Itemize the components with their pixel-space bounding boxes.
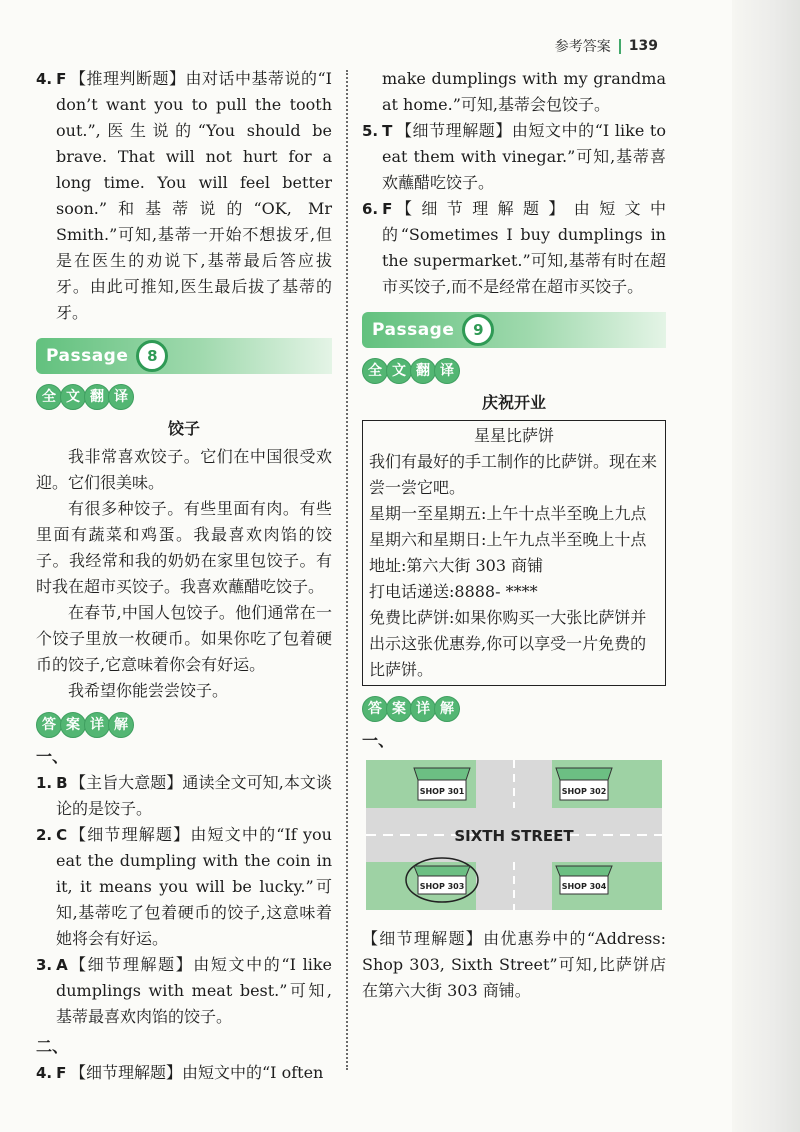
street-label: SIXTH STREET xyxy=(454,827,574,845)
coupon-line: 地址:第六大街 303 商铺 xyxy=(369,556,544,575)
svg-text:SHOP 302: SHOP 302 xyxy=(561,787,607,796)
paragraph: 有很多种饺子。有些里面有肉。有些里面有蔬菜和鸡蛋。我最喜欢肉馅的饺子。我经常和我的奶奶在家里包饺子。有时我在超市买饺子。我喜欢蘸醋吃饺子。 xyxy=(36,499,332,596)
answer-continuation: make dumplings with my grandma at home.”可知,基蒂会包饺子。 xyxy=(382,69,666,114)
shop-301 xyxy=(414,768,470,800)
svg-text:SHOP 303: SHOP 303 xyxy=(419,882,465,891)
part-heading: 二、 xyxy=(36,1037,69,1056)
part-heading: 一、 xyxy=(362,731,395,750)
passage-number: 8 xyxy=(136,340,168,372)
street-map xyxy=(366,760,666,918)
answer-item: 3. A 【细节理解题】由短文中的“I like dumplings with meat best.”可知,基蒂最喜欢肉馅的饺子。 xyxy=(36,955,332,1026)
coupon-box xyxy=(362,420,666,686)
page-edge xyxy=(732,0,800,1132)
answer-item: 6. F 【细节理解题】由短文中的“Sometimes I buy dumplings in the supermarket.”可知,基蒂有时在超市买饺子,而不是经常在超市买饺子。 xyxy=(362,199,666,296)
coupon-line: 星期六和星期日:上午九点半至晚上十点 xyxy=(369,530,647,549)
section-title: 参考答案 xyxy=(554,39,611,55)
svg-text:SHOP 301: SHOP 301 xyxy=(419,787,465,796)
coupon-line: 打电话递送:8888- **** xyxy=(369,582,538,601)
answer-item: 2. C 【细节理解题】由短文中的“If you eat the dumpling with the coin in it, it means you will be lucky.”可知,基蒂吃了包着硬币的饺子,这意味着她将会有好运。 xyxy=(36,825,332,948)
paragraph: 我希望你能尝尝饺子。 xyxy=(68,681,229,700)
street-map-figure xyxy=(366,760,662,910)
answer-item: 5. T 【细节理解题】由短文中的“I like to eat them with vinegar.”可知,基蒂喜欢蘸醋吃饺子。 xyxy=(362,121,666,192)
answer-item: 4. F 【细节理解题】由短文中的“I often xyxy=(36,1063,324,1082)
paragraph: 我非常喜欢饺子。它们在中国很受欢迎。它们很美味。 xyxy=(36,447,332,492)
passage-banner xyxy=(362,312,666,348)
svg-text:SHOP 304: SHOP 304 xyxy=(561,882,607,891)
passage-number: 9 xyxy=(462,314,494,346)
translation-label: 全 文 翻 译 xyxy=(36,384,332,410)
answer-label: 答 案 详 解 xyxy=(362,696,666,722)
translation-label: 全 文 翻 译 xyxy=(362,358,666,384)
header-divider xyxy=(619,39,621,54)
page-header xyxy=(555,36,658,56)
coupon-title: 星星比萨饼 xyxy=(473,426,554,445)
passage-label: Passage xyxy=(372,320,455,340)
passage-title: 庆祝开业 xyxy=(481,393,546,412)
right-column xyxy=(362,66,666,1004)
passage-label: Passage xyxy=(46,346,129,366)
coupon-line: 免费比萨饼:如果你购买一大张比萨饼并出示这张优惠券,你可以享受一片免费的比萨饼。 xyxy=(369,608,647,679)
column-divider xyxy=(346,70,348,1070)
coupon-line: 我们有最好的手工制作的比萨饼。现在来尝一尝它吧。 xyxy=(369,452,658,497)
answer-label: 答 案 详 解 xyxy=(36,712,332,738)
answer-item: 1. B 【主旨大意题】通读全文可知,本文谈论的是饺子。 xyxy=(36,773,332,818)
coupon-line: 星期一至星期五:上午十点半至晚上九点 xyxy=(369,504,647,523)
shop-302 xyxy=(556,768,612,800)
answer-text: 【推理判断题】由对话中基蒂说的“I don’t want you to pull the tooth out.”,医生说的“You should be brave. That will not hurt for a long time. You will feel better soon.”和基蒂说的“OK, Mr Smith.”可知,基蒂一开始不想拔牙,但是在医生的劝说下,基蒂最后答应拔牙。由此可推知,医生最后拔了基蒂的牙。 xyxy=(56,69,332,322)
answer-item: 4. F 【推理判断题】由对话中基蒂说的“I don’t want you to pull the tooth out.”,医生说的“You should be brave. That will not hurt for a long time. You will feel better soon.”和基蒂说的“OK, Mr Smith.”可知,基蒂一开始不想拔牙,但是在医生的劝说下,基蒂最后答应拔牙。由此可推知,医生最后拔了基蒂的牙。 xyxy=(36,69,332,322)
passage-banner xyxy=(36,338,332,374)
paragraph: 在春节,中国人包饺子。他们通常在一个饺子里放一枚硬币。如果你吃了包着硬币的饺子,它意味着你会有好运。 xyxy=(36,603,332,674)
passage-title: 饺子 xyxy=(167,419,200,438)
left-column xyxy=(36,66,332,1086)
shop-304 xyxy=(556,866,612,894)
map-explanation: 【细节理解题】由优惠券中的“Address: Shop 303, Sixth Street”可知,比萨饼店在第六大街 303 商铺。 xyxy=(362,929,666,1000)
part-heading: 一、 xyxy=(36,747,69,766)
page-number: 139 xyxy=(628,38,658,54)
